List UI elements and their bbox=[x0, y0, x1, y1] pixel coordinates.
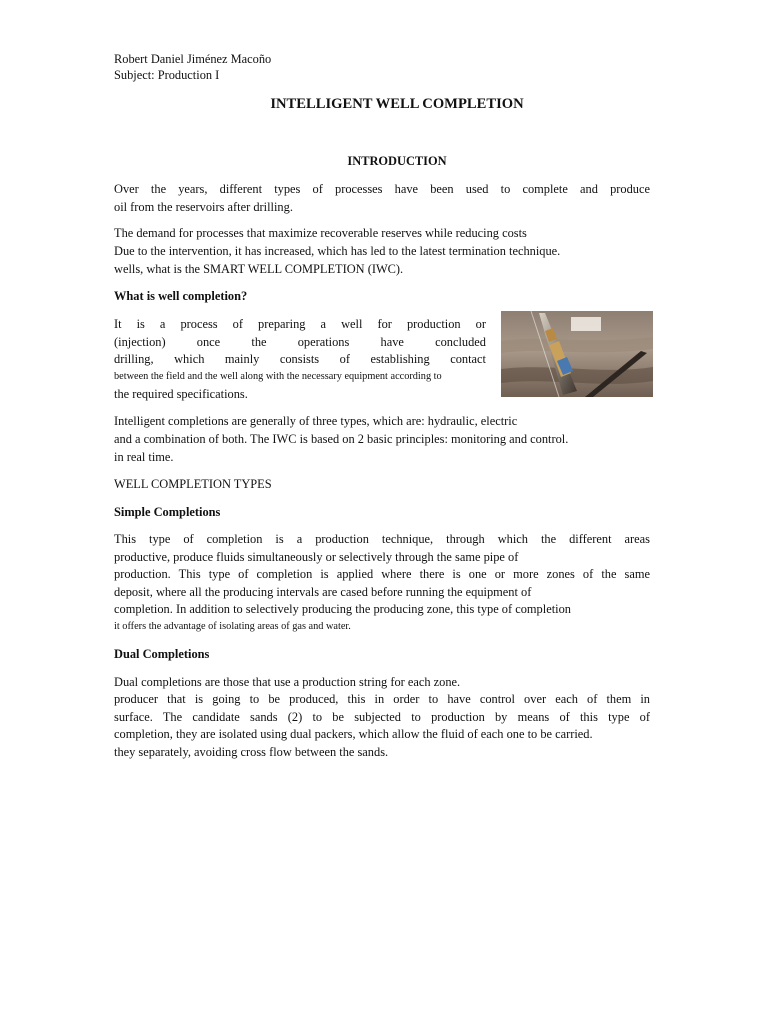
author-name: Robert Daniel Jiménez Macoño bbox=[114, 52, 272, 66]
paragraph-line: Intelligent completions are generally of three types, which are: hydraulic, electric bbox=[114, 414, 518, 428]
paragraph-line: This type of completion is a production technique, through which the different areas bbox=[114, 532, 650, 546]
paragraph-line: Dual completions are those that use a production string for each zone. bbox=[114, 675, 461, 689]
subsection-heading: Simple Completions bbox=[114, 505, 221, 519]
paragraph-line: in real time. bbox=[114, 450, 174, 464]
paragraph-line: completion. In addition to selectively producing the producing zone, this type of completion bbox=[114, 602, 571, 616]
paragraph-line: productive, produce fluids simultaneously or selectively through the same pipe of bbox=[114, 550, 519, 564]
paragraph-line: producer that is going to be produced, this in order to have control over each of them in bbox=[114, 692, 650, 706]
paragraph-line: It is a process of preparing a well for production or bbox=[114, 317, 486, 331]
subsection-heading: Dual Completions bbox=[114, 647, 210, 661]
paragraph-line: oil from the reservoirs after drilling. bbox=[114, 200, 293, 214]
document-title: INTELLIGENT WELL COMPLETION bbox=[270, 96, 524, 112]
well-completion-image bbox=[501, 311, 653, 397]
paragraph-line: and a combination of both. The IWC is based on 2 basic principles: monitoring and control. bbox=[114, 432, 569, 446]
paragraph-line: Due to the intervention, it has increased, which has led to the latest termination technique. bbox=[114, 244, 561, 258]
paragraph-line: wells, what is the SMART WELL COMPLETION (IWC). bbox=[114, 262, 404, 276]
paragraph-line: between the field and the well along with the necessary equipment according to bbox=[114, 371, 442, 382]
section-heading: WELL COMPLETION TYPES bbox=[114, 477, 272, 491]
paragraph-line: completion, they are isolated using dual packers, which allow the fluid of each one to be carried. bbox=[114, 727, 593, 741]
subject-line: Subject: Production I bbox=[114, 68, 220, 82]
paragraph-line: production. This type of completion is applied where there is one or more zones of the same bbox=[114, 567, 650, 581]
paragraph-line: Over the years, different types of processes have been used to complete and produce bbox=[114, 182, 650, 196]
section-heading: What is well completion? bbox=[114, 289, 248, 303]
paragraph-line: they separately, avoiding cross flow between the sands. bbox=[114, 745, 389, 759]
paragraph-line: (injection) once the operations have concluded bbox=[114, 335, 486, 349]
paragraph-line: the required specifications. bbox=[114, 387, 248, 401]
paragraph-line: deposit, where all the producing intervals are cased before running the equipment of bbox=[114, 585, 532, 599]
paragraph-line: drilling, which mainly consists of establishing contact bbox=[114, 352, 486, 366]
paragraph-line: The demand for processes that maximize recoverable reserves while reducing costs bbox=[114, 226, 527, 240]
introduction-heading: INTRODUCTION bbox=[347, 154, 447, 168]
paragraph-line: surface. The candidate sands (2) to be subjected to production by means of this type of bbox=[114, 710, 650, 724]
paragraph-line: it offers the advantage of isolating areas of gas and water. bbox=[114, 621, 351, 632]
